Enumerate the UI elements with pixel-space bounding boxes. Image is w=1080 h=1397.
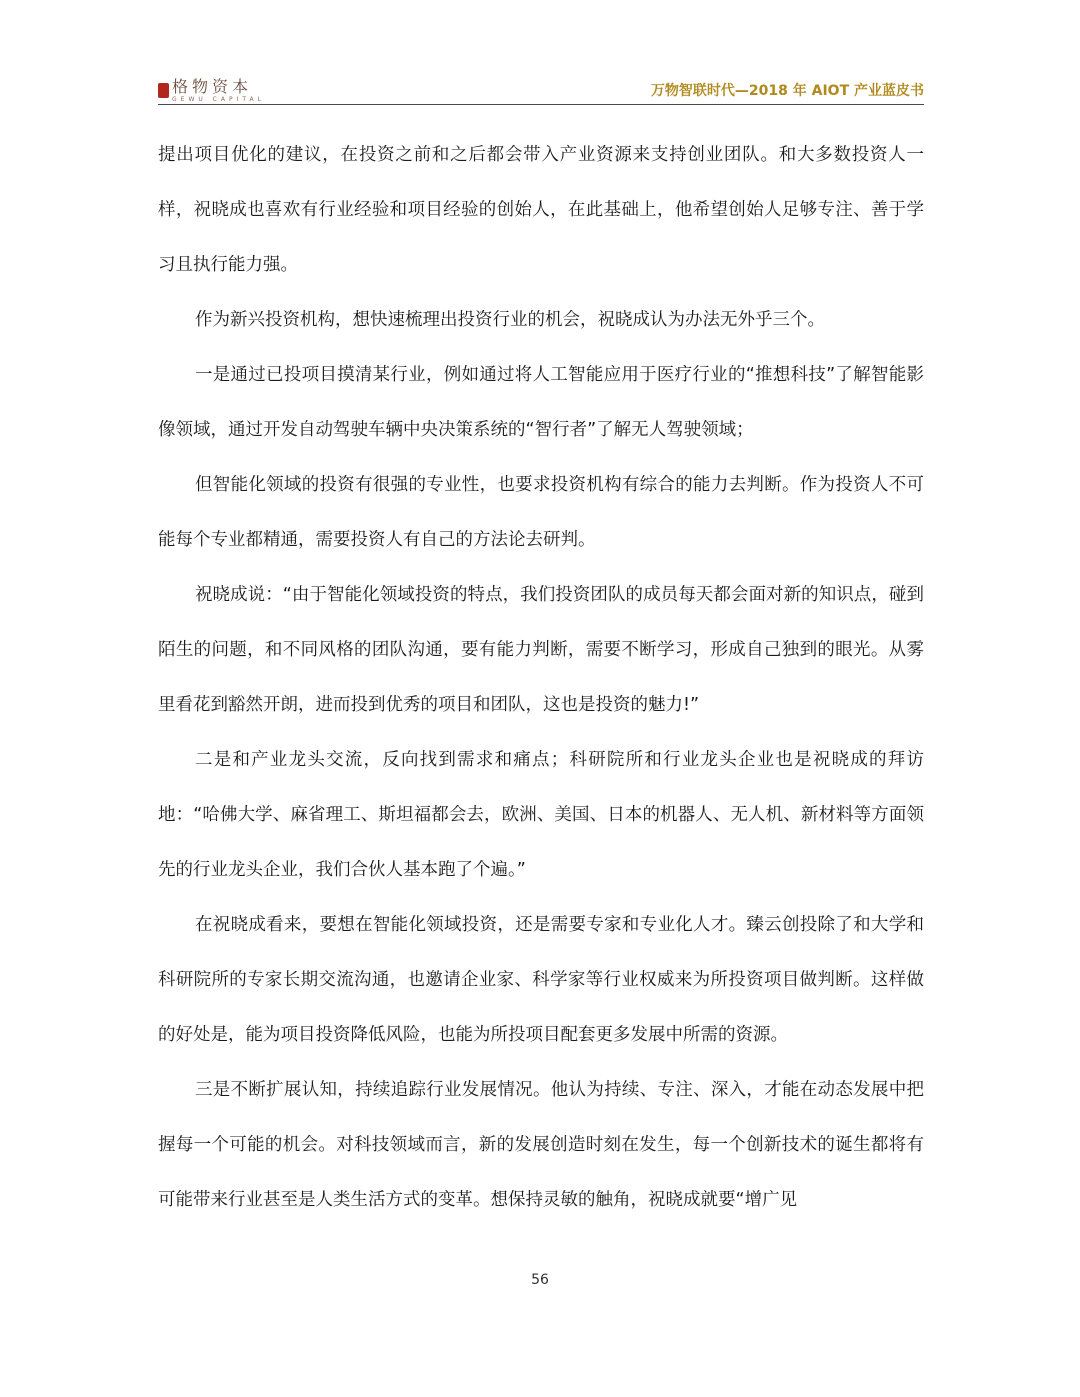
paragraph-7: 在祝晓成看来，要想在智能化领域投资，还是需要专家和专业化人才。臻云创投除了和大学和科研院所的专家长期交流沟通，也邀请企业家、科学家等行业权威来为所投资项目做判断。这样做的好处是，能为项目投资降低风险，也能为所投项目配套更多发展中所需的资源。 [158,915,924,1045]
page-header [158,74,924,106]
paragraph-5: 祝晓成说：“由于智能化领域投资的特点，我们投资团队的成员每天都会面对新的知识点，碰到陌生的问题，和不同风格的团队沟通，要有能力判断，需要不断学习，形成自己独到的眼光。从雾里看花到豁然开朗，进而投到优秀的项目和团队，这也是投资的魅力!” [158,585,924,715]
paragraph-2: 作为新兴投资机构，想快速梳理出投资行业的机会，祝晓成认为办法无外乎三个。 [195,310,825,330]
body-text [158,128,924,1228]
paragraph-1: 提出项目优化的建议，在投资之前和之后都会带入产业资源来支持创业团队。和大多数投资人一样，祝晓成也喜欢有行业经验和项目经验的创始人，在此基础上，他希望创始人足够专注、善于学习且执行能力强。 [158,145,924,275]
logo-text [172,78,265,104]
company-logo [158,78,265,104]
page-number: 56 [531,1272,549,1288]
logo-english-name: GEWU CAPITAL [172,96,265,103]
header-divider [158,104,924,105]
paragraph-8: 三是不断扩展认知，持续追踪行业发展情况。他认为持续、专注、深入，才能在动态发展中把握每一个可能的机会。对科技领域而言，新的发展创造时刻在发生，每一个创新技术的诞生都将有可能带来行业甚至是人类生活方式的变革。想保持灵敏的触角，祝晓成就要“增广见 [158,1080,924,1210]
paragraph-4: 但智能化领域的投资有很强的专业性，也要求投资机构有综合的能力去判断。作为投资人不可能每个专业都精通，需要投资人有自己的方法论去研判。 [158,475,924,550]
paragraph-3: 一是通过已投项目摸清某行业，例如通过将人工智能应用于医疗行业的“推想科技”了解智能影像领域，通过开发自动驾驶车辆中央决策系统的“智行者”了解无人驾驶领域； [158,365,924,440]
seal-icon [158,83,169,98]
logo-chinese-name: 格物资本 [172,77,253,96]
paragraph-6: 二是和产业龙头交流，反向找到需求和痛点；科研院所和行业龙头企业也是祝晓成的拜访地：“哈佛大学、麻省理工、斯坦福都会去，欧洲、美国、日本的机器人、无人机、新材料等方面领先的行业龙头企业，我们合伙人基本跑了个遍。” [158,750,924,880]
document-title: 万物智联时代—2018 年 AIOT 产业蓝皮书 [650,83,924,99]
